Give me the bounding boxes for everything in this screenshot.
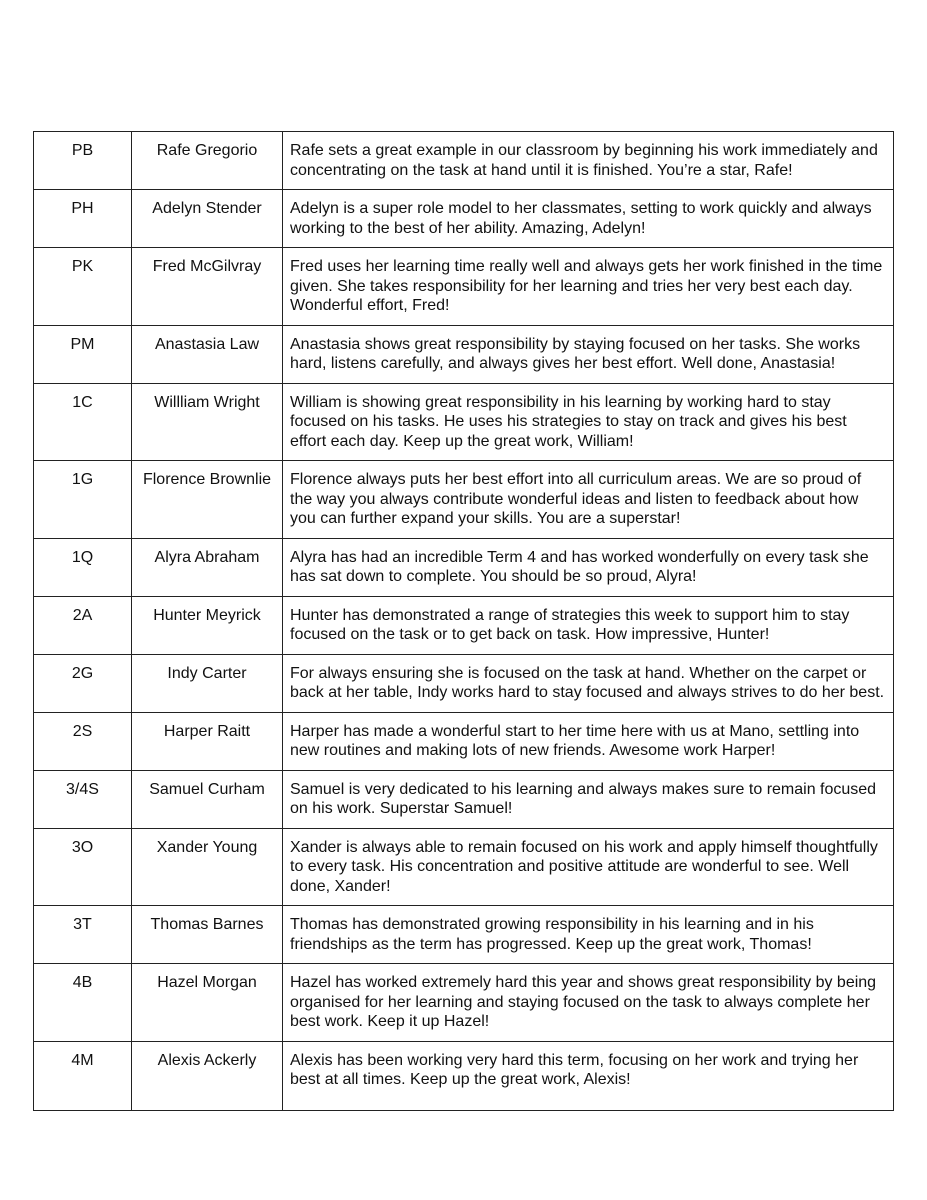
class-code: 4B bbox=[34, 964, 132, 1042]
class-code: 3T bbox=[34, 906, 132, 964]
awards-table-body bbox=[34, 132, 894, 1111]
student-name: Florence Brownlie bbox=[132, 461, 283, 539]
student-name: Willliam Wright bbox=[132, 383, 283, 461]
student-name: Rafe Gregorio bbox=[132, 132, 283, 190]
table-row bbox=[34, 132, 894, 190]
student-name: Thomas Barnes bbox=[132, 906, 283, 964]
table-row bbox=[34, 828, 894, 906]
award-comment: Xander is always able to remain focused on his work and apply himself thoughtfully to every task. His concentration and positive attitude are wonderful to see. Well done, Xander! bbox=[283, 828, 894, 906]
class-code: 4M bbox=[34, 1041, 132, 1110]
award-comment: Florence always puts her best effort into all curriculum areas. We are so proud of the way you always contribute wonderful ideas and listen to feedback about how you can further expand your skills. You are a superstar! bbox=[283, 461, 894, 539]
table-row bbox=[34, 325, 894, 383]
award-comment: Hunter has demonstrated a range of strategies this week to support him to stay focused on the task or to get back on task. How impressive, Hunter! bbox=[283, 596, 894, 654]
award-comment: Alexis has been working very hard this term, focusing on her work and trying her best at all times. Keep up the great work, Alexis! bbox=[283, 1041, 894, 1110]
table-row bbox=[34, 383, 894, 461]
student-name: Indy Carter bbox=[132, 654, 283, 712]
table-row bbox=[34, 1041, 894, 1110]
award-comment: Adelyn is a super role model to her classmates, setting to work quickly and always working to the best of her ability. Amazing, Adelyn! bbox=[283, 190, 894, 248]
student-name: Hunter Meyrick bbox=[132, 596, 283, 654]
student-name: Fred McGilvray bbox=[132, 248, 283, 326]
award-comment: Thomas has demonstrated growing responsibility in his learning and in his friendships as the term has progressed. Keep up the great work, Thomas! bbox=[283, 906, 894, 964]
award-comment: Samuel is very dedicated to his learning and always makes sure to remain focused on his work. Superstar Samuel! bbox=[283, 770, 894, 828]
class-code: PK bbox=[34, 248, 132, 326]
award-comment: Anastasia shows great responsibility by staying focused on her tasks. She works hard, listens carefully, and always gives her best effort. Well done, Anastasia! bbox=[283, 325, 894, 383]
student-name: Anastasia Law bbox=[132, 325, 283, 383]
class-code: 3/4S bbox=[34, 770, 132, 828]
table-row bbox=[34, 248, 894, 326]
student-name: Alyra Abraham bbox=[132, 538, 283, 596]
table-row bbox=[34, 461, 894, 539]
class-code: PH bbox=[34, 190, 132, 248]
table-row bbox=[34, 770, 894, 828]
table-row bbox=[34, 538, 894, 596]
class-code: 2A bbox=[34, 596, 132, 654]
table-row bbox=[34, 964, 894, 1042]
class-code: 1C bbox=[34, 383, 132, 461]
award-comment: Rafe sets a great example in our classroom by beginning his work immediately and concentrating on the task at hand until it is finished. You’re a star, Rafe! bbox=[283, 132, 894, 190]
table-row bbox=[34, 712, 894, 770]
student-name: Xander Young bbox=[132, 828, 283, 906]
table-row bbox=[34, 190, 894, 248]
award-comment: Fred uses her learning time really well and always gets her work finished in the time given. She takes responsibility for her learning and tries her very best each day. Wonderful effort, Fred! bbox=[283, 248, 894, 326]
student-awards-table bbox=[33, 131, 894, 1111]
class-code: 3O bbox=[34, 828, 132, 906]
table-row bbox=[34, 906, 894, 964]
class-code: PB bbox=[34, 132, 132, 190]
award-comment: Harper has made a wonderful start to her time here with us at Mano, settling into new routines and making lots of new friends. Awesome work Harper! bbox=[283, 712, 894, 770]
student-name: Samuel Curham bbox=[132, 770, 283, 828]
award-comment: Alyra has had an incredible Term 4 and has worked wonderfully on every task she has sat down to complete. You should be so proud, Alyra! bbox=[283, 538, 894, 596]
table-row bbox=[34, 654, 894, 712]
class-code: 1G bbox=[34, 461, 132, 539]
award-comment: William is showing great responsibility in his learning by working hard to stay focused on his tasks. He uses his strategies to stay on track and gives his best effort each day. Keep up the great work, William! bbox=[283, 383, 894, 461]
class-code: 1Q bbox=[34, 538, 132, 596]
table-row bbox=[34, 596, 894, 654]
award-comment: Hazel has worked extremely hard this year and shows great responsibility by being organised for her learning and staying focused on the task to always complete her best work. Keep it up Hazel! bbox=[283, 964, 894, 1042]
student-name: Alexis Ackerly bbox=[132, 1041, 283, 1110]
class-code: PM bbox=[34, 325, 132, 383]
class-code: 2S bbox=[34, 712, 132, 770]
student-name: Harper Raitt bbox=[132, 712, 283, 770]
student-name: Adelyn Stender bbox=[132, 190, 283, 248]
student-name: Hazel Morgan bbox=[132, 964, 283, 1042]
award-comment: For always ensuring she is focused on the task at hand. Whether on the carpet or back at her table, Indy works hard to stay focused and always strives to do her best. bbox=[283, 654, 894, 712]
class-code: 2G bbox=[34, 654, 132, 712]
